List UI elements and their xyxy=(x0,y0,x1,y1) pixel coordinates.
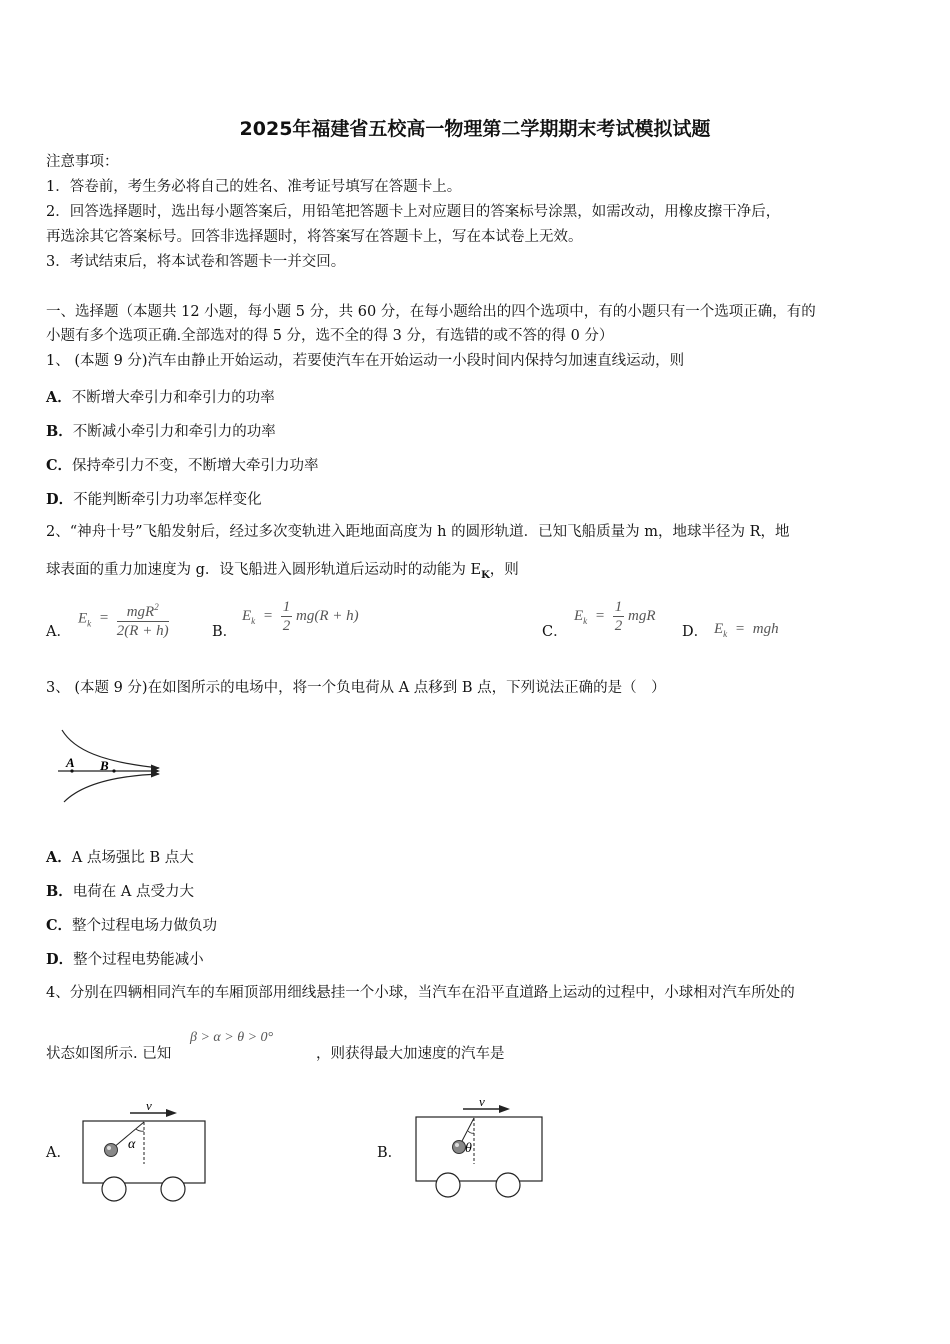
electric-field-figure xyxy=(54,724,166,808)
stem-text-end: ，则 xyxy=(489,562,519,578)
option-text: 不能判断牵引力功率怎样变化 xyxy=(73,492,262,508)
question-4-condition: β > α > θ > 0° xyxy=(190,1030,274,1045)
notice-item: 再选涂其它答案标号。回答非选择题时，将答案写在答题卡上，写在本试卷上无效。 xyxy=(46,229,583,245)
fraction-sup: 2 xyxy=(154,602,159,612)
option-text: 整个过程电势能减小 xyxy=(73,952,204,968)
formula-fraction xyxy=(117,598,169,640)
fraction-denominator: 2 xyxy=(282,618,291,634)
formula-sub: k xyxy=(583,615,588,626)
question-2-option-b-formula xyxy=(242,598,359,635)
velocity-arrowhead xyxy=(166,1109,177,1117)
option-label: D． xyxy=(46,951,74,968)
notice-item: 3．考试结束后，将本试卷和答题卡一并交回。 xyxy=(46,254,346,270)
question-1-option-a[interactable] xyxy=(46,386,275,407)
velocity-label: v xyxy=(146,1098,152,1113)
ball-highlight xyxy=(455,1143,459,1147)
field-line-upper xyxy=(62,730,159,768)
question-3-option-d[interactable] xyxy=(46,948,204,969)
question-2-stem-cont xyxy=(46,560,519,586)
wheel-front xyxy=(161,1177,185,1201)
question-4-stem: 4、分别在四辆相同汽车的车厢顶部用细线悬挂一个小球，当汽车在沿平直道路上运动的过程中，小球相对汽车所处的 xyxy=(46,985,795,1001)
fraction-denominator: 2(R + h) xyxy=(116,623,169,639)
ball-highlight xyxy=(107,1146,111,1150)
question-2-option-c-label[interactable]: C． xyxy=(542,624,568,640)
point-b-label: B xyxy=(100,758,109,773)
question-4-option-b-label[interactable]: B． xyxy=(377,1145,403,1161)
fraction-denominator: 2 xyxy=(614,618,623,634)
formula-eq: = xyxy=(734,621,746,637)
option-text: A 点场强比 B 点大 xyxy=(71,850,194,866)
wheel-rear xyxy=(102,1177,126,1201)
stem-subscript: K xyxy=(481,569,490,581)
ball xyxy=(105,1144,118,1157)
point-b-dot xyxy=(112,769,115,772)
formula-sub: k xyxy=(723,629,728,639)
question-3-option-c[interactable] xyxy=(46,914,217,935)
point-a-label: A xyxy=(66,755,75,770)
fraction-numerator: 1 xyxy=(614,599,623,615)
question-1-option-c[interactable] xyxy=(46,454,319,475)
option-label: D． xyxy=(46,491,74,508)
wheel-rear xyxy=(436,1173,460,1197)
option-label: B． xyxy=(46,883,73,900)
formula-fraction xyxy=(613,598,625,635)
car-figure-a xyxy=(78,1096,212,1204)
option-label: A． xyxy=(46,849,72,866)
question-1-stem: 1、 (本题 9 分)汽车由静止开始运动，若要使汽车在开始运动一小段时间内保持匀加速直线运动，则 xyxy=(46,353,685,369)
question-2-option-d-label[interactable]: D． xyxy=(682,624,709,640)
page-title: 2025年福建省五校高一物理第二学期期末考试模拟试题 xyxy=(239,118,711,140)
question-3-option-b[interactable] xyxy=(46,880,194,901)
question-2-option-b-label[interactable]: B． xyxy=(212,624,238,640)
car-figure-b xyxy=(411,1090,545,1204)
angle-label: θ xyxy=(465,1141,472,1156)
car-body xyxy=(416,1117,542,1181)
option-label: C． xyxy=(46,457,73,474)
notice-item: 2．回答选择题时，选出每小题答案后，用铅笔把答题卡上对应题目的答案标号涂黑，如需改动，用橡皮擦干净后， xyxy=(46,204,781,220)
formula-rest: mg(R + h) xyxy=(296,607,359,624)
angle-label: α xyxy=(128,1137,136,1152)
question-2-stem: 2、“神舟十号”飞船发射后，经过多次变轨进入距地面高度为 h 的圆形轨道．已知飞船质量为 m，地球半径为 R，地 xyxy=(46,524,790,540)
formula-lhs: E xyxy=(78,610,88,627)
option-label: B． xyxy=(46,423,73,440)
formula-eq: = xyxy=(262,607,274,624)
question-2-option-a-formula xyxy=(78,598,169,640)
question-3-stem: 3、 (本题 9 分)在如图所示的电场中，将一个负电荷从 A 点移到 B 点，下列说法正确的是（ ） xyxy=(46,680,666,696)
ball xyxy=(453,1141,466,1154)
formula-sub: k xyxy=(251,615,256,626)
option-text: 不断增大牵引力和牵引力的功率 xyxy=(71,390,275,406)
angle-arc xyxy=(468,1131,474,1133)
formula-lhs: E xyxy=(574,607,584,624)
notice-item: 1．答卷前，考生务必将自己的姓名、准考证号填写在答题卡上。 xyxy=(46,179,462,195)
question-2-option-a-label[interactable]: A． xyxy=(46,624,71,640)
wheel-front xyxy=(496,1173,520,1197)
formula-lhs: E xyxy=(714,621,724,637)
question-4-stem-post: ，则获得最大加速度的汽车是 xyxy=(316,1046,505,1062)
formula-eq: = xyxy=(594,607,606,624)
velocity-arrowhead xyxy=(499,1105,510,1113)
formula-lhs: E xyxy=(242,607,252,624)
question-3-option-a[interactable] xyxy=(46,846,194,867)
formula-rest: mgR xyxy=(628,607,656,624)
question-1-option-d[interactable] xyxy=(46,488,262,509)
question-2-option-d-formula xyxy=(714,621,779,639)
option-text: 整个过程电场力做负功 xyxy=(72,918,218,934)
section-heading: 一、选择题（本题共 12 小题，每小题 5 分，共 60 分，在每小题给出的四个选项中，有的小题只有一个选项正确，有的 xyxy=(46,304,816,320)
option-label: C． xyxy=(46,917,73,934)
formula-rest: mgh xyxy=(752,621,779,637)
string xyxy=(461,1118,474,1143)
fraction-numerator: 1 xyxy=(282,599,291,615)
fraction-numerator: mgR xyxy=(126,604,155,620)
velocity-label: v xyxy=(479,1094,485,1109)
question-1-option-b[interactable] xyxy=(46,420,276,441)
option-text: 电荷在 A 点受力大 xyxy=(72,884,194,900)
option-text: 保持牵引力不变，不断增大牵引力功率 xyxy=(72,458,319,474)
question-4-stem-pre: 状态如图所示. 已知 xyxy=(46,1046,172,1062)
option-text: 不断减小牵引力和牵引力的功率 xyxy=(72,424,276,440)
formula-fraction xyxy=(281,598,293,635)
formula-eq: = xyxy=(98,610,110,627)
section-heading-cont: 小题有多个选项正确.全部选对的得 5 分，选不全的得 3 分，有选错的或不答的得 0 分） xyxy=(46,328,614,344)
option-label: A． xyxy=(46,389,72,406)
stem-text: 球表面的重力加速度为 g．设飞船进入圆形轨道后运动时的动能为 E xyxy=(46,562,482,578)
question-4-option-a-label[interactable]: A． xyxy=(46,1145,71,1161)
field-line-lower xyxy=(64,774,159,802)
angle-arc xyxy=(136,1129,144,1131)
notice-heading: 注意事项： xyxy=(46,154,119,170)
question-2-option-c-formula xyxy=(574,598,656,635)
formula-sub: k xyxy=(87,618,92,629)
